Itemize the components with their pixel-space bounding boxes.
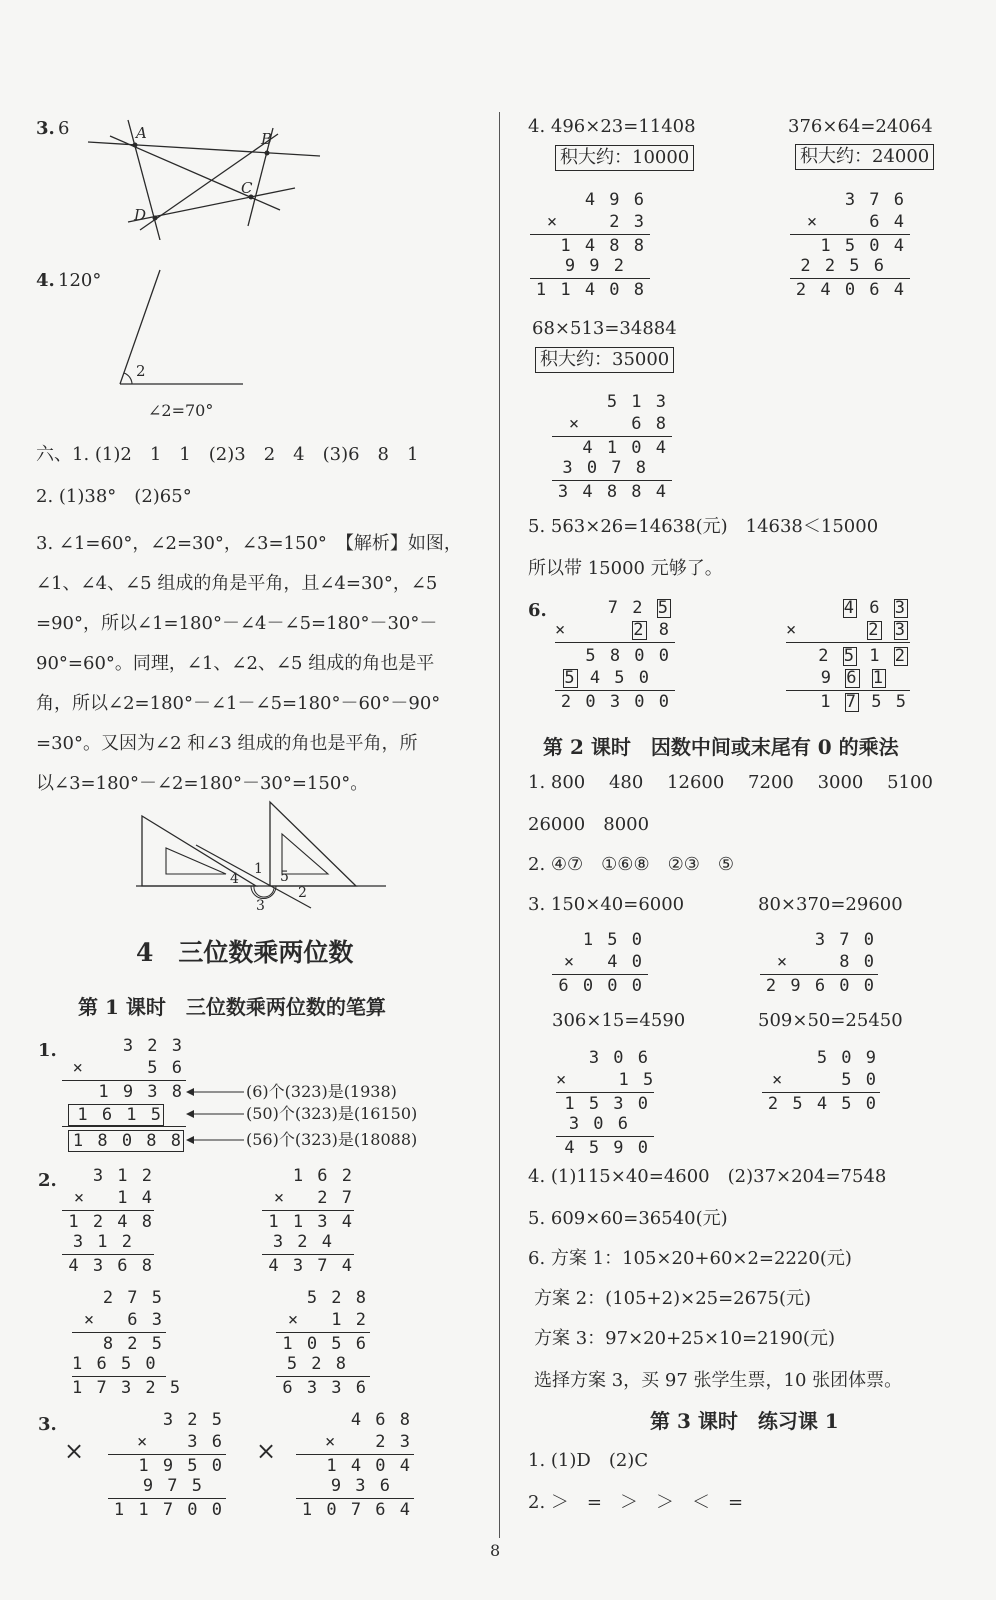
digits: 1 bbox=[820, 692, 833, 712]
partial-product-boxed: 1 6 1 5 bbox=[68, 1104, 164, 1126]
l2-q2: 2. ④⑦ ①⑥⑧ ②③ ⑤ bbox=[528, 854, 734, 875]
l2-q3b: 80×370=29600 bbox=[758, 894, 903, 915]
partial-product: 9 3 6 bbox=[330, 1476, 392, 1496]
digits: 5 bbox=[871, 692, 884, 712]
product: 2 5 4 5 0 bbox=[767, 1094, 878, 1114]
mult-multiplicand: 3 2 3 bbox=[122, 1036, 184, 1056]
point-D-label: D bbox=[134, 206, 147, 224]
digits: 4 5 0 bbox=[589, 668, 651, 688]
partial-product: 3 0 7 8 bbox=[562, 458, 648, 478]
l3-q2: 2. ＞ = ＞ ＞ ＜ = bbox=[528, 1492, 744, 1513]
mult-multiplicand: 3 2 5 bbox=[162, 1410, 224, 1430]
l3-q1: 1. (1)D (2)C bbox=[528, 1450, 649, 1471]
sec6-q3-line: 3. ∠1=60°，∠2=30°，∠3=150° 【解析】如图， bbox=[36, 533, 462, 554]
partial-product: 3 2 4 bbox=[272, 1232, 334, 1252]
l2-q3d: 509×50=25450 bbox=[758, 1010, 903, 1031]
q6a-row4 bbox=[555, 668, 651, 688]
sec6-q2: 2. (1)38° (2)65° bbox=[36, 486, 192, 507]
product: 4 3 6 8 bbox=[68, 1256, 154, 1276]
digits: 7 2 bbox=[607, 598, 645, 618]
digits: 5 bbox=[895, 692, 908, 712]
sec6-q3 bbox=[36, 524, 462, 804]
digits: 8 bbox=[658, 620, 671, 640]
point-A-label: A bbox=[136, 124, 147, 142]
l2-q6b: 方案 2：(105+2)×25=2675(元) bbox=[534, 1288, 812, 1309]
lesson2-title: 第 2 课时 因数中间或末尾有 0 的乘法 bbox=[543, 735, 899, 759]
mult-multiplier: × 6 4 bbox=[806, 212, 906, 232]
mult-multiplicand: 1 5 0 bbox=[582, 930, 644, 950]
answer-box: 5 bbox=[564, 668, 577, 688]
mult-multiplicand: 4 6 8 bbox=[350, 1410, 412, 1430]
product: 2 4 0 6 4 bbox=[795, 280, 906, 300]
mult-multiplicand: 4 9 6 bbox=[584, 190, 646, 210]
q6a-row1 bbox=[555, 598, 671, 618]
partial-product: 9 9 2 bbox=[564, 256, 626, 276]
product: 1 0 7 6 4 bbox=[301, 1500, 412, 1520]
q6b-row4 bbox=[786, 668, 886, 688]
r-q5b: 所以带 15000 元够了。 bbox=[528, 558, 723, 579]
chapter-title: 4 三位数乘两位数 bbox=[136, 938, 354, 967]
partial-product: 5 2 8 bbox=[286, 1354, 348, 1374]
wrong-mark: × bbox=[64, 1437, 85, 1465]
l2-q6a: 6. 方案 1：105×20+60×2=2220(元) bbox=[528, 1248, 852, 1269]
column-divider bbox=[499, 112, 500, 1538]
answer-box: 6 bbox=[846, 668, 859, 688]
sec6-q3-line: 角，所以∠2=180°－∠1－∠5=180°－60°－90° bbox=[36, 693, 441, 714]
mult-multiplier: × 4 0 bbox=[563, 952, 644, 972]
partial-product: 5 8 0 0 bbox=[585, 646, 671, 666]
partial-product: 1 1 3 4 bbox=[268, 1212, 354, 1232]
r-q6-number: 6. bbox=[528, 600, 547, 621]
partial-product: 1 0 5 6 bbox=[282, 1334, 368, 1354]
product: 4 5 9 0 bbox=[564, 1138, 650, 1158]
mult-multiplicand: 3 7 0 bbox=[814, 930, 876, 950]
partial-product: 2 2 5 6 bbox=[800, 256, 886, 276]
answer-box: 2 bbox=[868, 620, 881, 640]
sec6-q3-line: 以∠3=180°－∠2=180°－30°=150°。 bbox=[36, 773, 369, 794]
r-q4b: 376×64=24064 bbox=[788, 116, 933, 137]
times-sign: × bbox=[555, 620, 568, 640]
answer-box: 3 bbox=[894, 598, 907, 618]
digits: 6 bbox=[869, 598, 882, 618]
mult-multiplier: × 2 7 bbox=[273, 1188, 354, 1208]
product: 2 0 3 0 0 bbox=[560, 692, 671, 712]
mult-multiplicand: 3 7 6 bbox=[844, 190, 906, 210]
mult-multiplicand: 5 0 9 bbox=[816, 1048, 878, 1068]
page-number: 8 bbox=[490, 1541, 501, 1560]
product: 2 9 6 0 0 bbox=[765, 976, 876, 996]
mult-multiplier: × 3 6 bbox=[137, 1432, 224, 1452]
product: 3 4 8 8 4 bbox=[557, 482, 668, 502]
product: 1 1 7 0 0 bbox=[113, 1500, 224, 1520]
q4-answer: 120° bbox=[58, 270, 102, 291]
mult-multiplier: × 1 4 bbox=[73, 1188, 154, 1208]
partial-product: 1 5 0 4 bbox=[820, 236, 906, 256]
mult-multiplier: × 6 8 bbox=[568, 414, 668, 434]
l2-q4: 4. (1)115×40=4600 (2)37×204=7548 bbox=[528, 1166, 887, 1187]
partial-product: 1 4 8 8 bbox=[560, 236, 646, 256]
l2-q5: 5. 609×60=36540(元) bbox=[528, 1208, 728, 1229]
mult-multiplicand: 1 6 2 bbox=[292, 1166, 354, 1186]
mult-multiplicand: 3 0 6 bbox=[588, 1048, 650, 1068]
l2-q3c: 306×15=4590 bbox=[552, 1010, 686, 1031]
q6b-row3 bbox=[786, 646, 908, 666]
fig-angle-label: 1 bbox=[254, 861, 263, 877]
q6a-row2 bbox=[555, 620, 671, 640]
partial-product: 9 7 5 bbox=[142, 1476, 204, 1496]
q6b-row5 bbox=[786, 692, 908, 712]
mult-multiplicand: 5 1 3 bbox=[606, 392, 668, 412]
mult-multiplier: × 1 2 bbox=[287, 1310, 368, 1330]
product: 6 0 0 0 bbox=[558, 976, 644, 996]
mult-multiplicand: 3 1 2 bbox=[92, 1166, 154, 1186]
answer-box: 4 bbox=[843, 598, 856, 618]
mult-multiplier: × 8 0 bbox=[776, 952, 876, 972]
l2-q1b: 26000 8000 bbox=[528, 814, 650, 835]
fig-angle-label: 5 bbox=[280, 869, 289, 885]
l2-q1a: 1. 800 480 12600 7200 3000 5100 bbox=[528, 772, 933, 793]
l2-q6d: 选择方案 3，买 97 张学生票，10 张团体票。 bbox=[534, 1370, 903, 1391]
mult-multiplicand: 5 2 8 bbox=[306, 1288, 368, 1308]
fig-angle-label: 3 bbox=[256, 898, 265, 914]
lesson3-title: 第 3 课时 练习课 1 bbox=[650, 1409, 839, 1433]
q4-number: 4. bbox=[36, 270, 55, 291]
answer-box: 1 bbox=[872, 668, 885, 688]
answer-box: 2 bbox=[633, 620, 646, 640]
product-boxed: 1 8 0 8 8 bbox=[68, 1130, 184, 1152]
partial-product: 1 2 4 8 bbox=[68, 1212, 154, 1232]
mult-multiplier: × 1 5 bbox=[556, 1070, 656, 1090]
partial-product: 8 2 5 bbox=[102, 1334, 164, 1354]
l2-q6c: 方案 3：97×20+25×10=2190(元) bbox=[534, 1328, 835, 1349]
digits: 2 bbox=[818, 646, 831, 666]
wrong-mark: × bbox=[256, 1437, 277, 1465]
mult-multiplier: × 6 3 bbox=[83, 1310, 164, 1330]
sec6-q3-line: 90°=60°。同理，∠1、∠2、∠5 组成的角也是平 bbox=[36, 653, 435, 674]
lesson1-title: 第 1 课时 三位数乘两位数的笔算 bbox=[78, 995, 386, 1019]
digits: 9 bbox=[820, 668, 833, 688]
r-q4c: 68×513=34884 bbox=[532, 318, 677, 339]
angle-figure bbox=[110, 260, 250, 395]
r-q4a: 4. 496×23=11408 bbox=[528, 116, 696, 137]
fig-angle-label: 2 bbox=[298, 885, 307, 901]
product: 1 1 4 0 8 bbox=[535, 280, 646, 300]
answer-box: 5 bbox=[843, 646, 856, 666]
product: 6 3 3 6 bbox=[282, 1378, 368, 1398]
mult-multiplier: × 5 0 bbox=[772, 1070, 878, 1090]
answer-box: 2 bbox=[894, 646, 907, 666]
estimate-box: 积大约：24000 bbox=[795, 144, 934, 170]
estimate-box: 积大约：35000 bbox=[535, 347, 674, 373]
sec6-q1: 六、1. (1)2 1 1 (2)3 2 4 (3)6 8 1 bbox=[36, 444, 419, 465]
partial-product: 1 9 3 8 bbox=[98, 1082, 184, 1102]
l2-q3a: 3. 150×40=6000 bbox=[528, 894, 685, 915]
r-q5a: 5. 563×26=14638(元) 14638＜15000 bbox=[528, 516, 879, 537]
fig-angle-label: 4 bbox=[230, 871, 239, 887]
note: (6)个(323)是(1938) bbox=[246, 1082, 397, 1101]
answer-box: 5 bbox=[657, 598, 670, 618]
l1-q3-number: 3. bbox=[38, 1414, 57, 1435]
note: (56)个(323)是(18088) bbox=[246, 1130, 418, 1149]
partial-product: 1 5 3 0 bbox=[564, 1094, 650, 1114]
partial-product: 4 1 0 4 bbox=[582, 438, 668, 458]
mult-multiplier: × 2 3 bbox=[546, 212, 646, 232]
l1-q1-number: 1. bbox=[38, 1040, 57, 1061]
mult-multiplicand: 2 7 5 bbox=[102, 1288, 164, 1308]
product: 1 7 3 2 5 bbox=[72, 1378, 183, 1398]
note: (50)个(323)是(16150) bbox=[246, 1104, 418, 1123]
estimate-box: 积大约：10000 bbox=[555, 145, 694, 171]
q6b-row2 bbox=[786, 620, 908, 640]
angle-label: 2 bbox=[136, 362, 146, 380]
arrows bbox=[186, 1084, 246, 1150]
answer-box: 7 bbox=[845, 692, 858, 712]
q3-number: 3. bbox=[36, 118, 55, 139]
partial-product: 1 6 5 0 bbox=[72, 1354, 158, 1374]
partial-product: 1 9 5 0 bbox=[138, 1456, 224, 1476]
q3-answer: 6 bbox=[58, 118, 70, 139]
times-sign: × bbox=[786, 620, 799, 640]
mult-multiplier: × 5 6 bbox=[72, 1058, 184, 1078]
sec6-q3-line: =30°。又因为∠2 和∠3 组成的角也是平角，所 bbox=[36, 733, 418, 754]
digits: 1 bbox=[869, 646, 882, 666]
sec6-q3-line: ∠1、∠4、∠5 组成的角是平角，且∠4=30°，∠5 bbox=[36, 573, 438, 594]
angle-caption: ∠2=70° bbox=[148, 401, 214, 420]
lines-figure bbox=[80, 110, 330, 240]
point-B-label: B bbox=[261, 130, 273, 148]
answer-box: 3 bbox=[894, 620, 907, 640]
partial-product: 1 4 0 4 bbox=[326, 1456, 412, 1476]
partial-product: 3 0 6 bbox=[568, 1114, 630, 1134]
q6b-row1 bbox=[786, 598, 908, 618]
sec6-q3-line: =90°，所以∠1=180°－∠4－∠5=180°－30°－ bbox=[36, 613, 438, 634]
mult-multiplier: × 2 3 bbox=[325, 1432, 412, 1452]
product: 4 3 7 4 bbox=[268, 1256, 354, 1276]
point-C-label: C bbox=[241, 179, 253, 197]
l1-q2-number: 2. bbox=[38, 1170, 57, 1191]
partial-product: 3 1 2 bbox=[72, 1232, 134, 1252]
